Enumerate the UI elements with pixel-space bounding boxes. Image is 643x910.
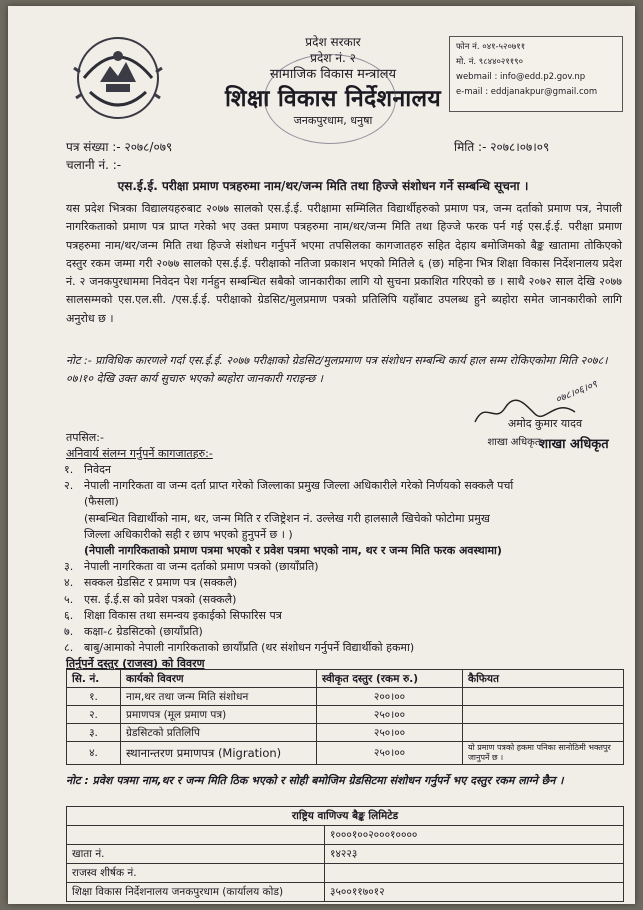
table-row: खाता नं. १४२२३: [67, 845, 624, 864]
signatory-title: शाखा अधिकृत: [487, 437, 541, 448]
letterhead-location: जनकपुरधाम, धनुषा: [293, 114, 373, 127]
fee-table: [66, 669, 624, 765]
table-header-row: सि. नं. कार्यको विवरण स्वीकृत दस्तुर (रकम रु.) कैफियत: [67, 670, 624, 688]
dispatch-number: चलानी नं. :-: [66, 158, 122, 172]
list-item: ३. नेपाली नागरिकता वा जन्म दर्ताको प्रमाण पत्रको (छायाँप्रति): [64, 560, 319, 574]
table-row: शिक्षा विकास निर्देशनालय जनकपुरधाम (कार्यालय कोड) ३५००११७०१२: [67, 883, 624, 902]
handwritten-date: ०७८।०६।०९: [554, 379, 600, 406]
table-row: १०००१००२०००१००००: [67, 826, 624, 845]
letterhead-ministry: सामाजिक विकास मन्त्रालय: [269, 67, 397, 82]
list-item: (सम्बन्धित विद्यार्थीको नाम, थर, जन्म मिति र रजिष्ट्रेशन नं. उल्लेख गरी हालसालै खिचेको फोटोमा प्रमुख: [84, 511, 490, 525]
list-item: १. निवेदन: [64, 463, 112, 476]
table-row: १. नाम,थर तथा जन्म मिति संशोधन २००।००: [67, 688, 624, 706]
signatory-name: अमोद कुमार यादव: [507, 417, 583, 430]
note-fee: नोट : प्रवेश पत्रमा नाम,थर र जन्म मिति ठिक भएको र सोही बमोजिम ग्रेडसिटमा संशोधन गर्नुपर्ने भए दस्तुर रकम लाग्ने छैन ।: [66, 774, 564, 787]
enclosure-list: [64, 462, 624, 656]
enclosure-heading: अनिवार्य संलग्न गर्नुपर्ने कागजातहरु:-: [66, 447, 213, 460]
list-item: ८. बाबु/आमाको नेपाली नागरिकताको छायाँप्रति (थर संशोधन गर्नुपर्ने विद्यार्थीको हकमा): [64, 641, 415, 655]
table-row: ३. ग्रेडसिटको प्रतिलिपि २५०।००: [67, 724, 624, 742]
subject-line: एस.ई.ई. परीक्षा प्रमाण पत्रहरुमा नाम/थर/जन्म मिति तथा हिज्जे संशोधन गर्ने सम्बन्धि सूचना ।: [117, 179, 529, 193]
list-item: ५. एस. ई.ई.स को प्रवेश पत्रको (सक्कलै): [64, 592, 237, 606]
table-row: [67, 807, 624, 826]
signature-block: [465, 394, 615, 464]
bank-name: राष्ट्रिय वाणिज्य बैङ्क लिमिटेड: [67, 807, 624, 826]
list-item: ६. शिक्षा विकास तथा समन्वय इकाईको सिफारिस पत्र: [64, 608, 282, 622]
letterhead-government: प्रदेश सरकार: [305, 35, 361, 49]
details-heading: तपसिल:-: [66, 431, 104, 444]
contact-phone: फोन नं. ०४१-५२०७११: [456, 42, 526, 52]
document-page: [8, 6, 635, 904]
letterhead-directorate: शिक्षा विकास निर्देशनालय: [224, 86, 442, 112]
list-item: (फैसला): [84, 495, 119, 509]
list-item: ४. सक्कल ग्रेडसिट र प्रमाण पत्र (सक्कलै): [64, 576, 238, 590]
notice-body: यस प्रदेश भित्रका विद्यालयहरुबाट २०७७ सालको एस.ई.ई. परीक्षामा सम्मिलित विद्यार्थीहरुको प्रमाण पत्र, जन्म दर्ताको प्रमाण पत्र, नेपाली नागरिकताको प्रमाण पत्र प्राप्त गरेको भए उक्त प्रमाण पत्रहरुमा नाम/थर/जन्म मिति तथा हिज्जे फरक पर्न गई एस.ई.ई. परीक्षा प्रमाण पत्रहरुमा नाम/थर/जन्म मिति तथा हिज्जे संशोधन गर्नुपर्ने भएमा तपसिलका कागजातहरु सहित देहाय बमोजिमको बैङ्क खातामा तोकिएको दस्तुर रकम जम्मा गरी २०७७ सालको एस.ई.ई. परीक्षाको नतिजा प्रकाशन भएको मितिले ६ (छ) महिना भित्र शिक्षा विकास निर्देशनालय प्रदेश नं. २ जनकपुरधाममा निवेदन पेश गर्नहुन सम्बन्धित सबैको जानकारीका लागि यो सुचना प्रकाशित गरिएको छ । साथै २०७२ साल देखि २०७७ सालसम्मको एस.एल.सी. /एस.ई.ई. परीक्षाको ग्रेडसिट/मुलप्रमाण पत्रको प्रतिलिपि यहाँबाट उपलब्ध हुने ब्यहोरा समेत जानकारीको लागि अनुरोध छ ।: [66, 202, 622, 325]
nepal-emblem-icon: [70, 32, 166, 124]
fee-table-title: तिर्नुपर्ने दस्तुर (राजस्व) को विवरण: [66, 657, 205, 670]
table-row: ४. स्थानान्तरण प्रमाणपत्र (Migration) २५०।०० यो प्रमाण पत्रको हकमा पनिका सानोठिमी भक्तपुर जानुपर्ने छ ।: [67, 742, 624, 765]
contact-email: e-mail : eddjanakpur@gmail.com: [456, 87, 598, 97]
letter-number: पत्र संख्या :- २०७८/०७९: [66, 140, 173, 154]
table-row: २. प्रमाणपत्र (मूल प्रमाण पत्र) २५०।००: [67, 706, 624, 724]
contact-box: [449, 36, 623, 112]
list-item: (नेपाली नागरिकताको प्रमाण पत्रमा भएको र प्रवेश पत्रमा भएको नाम, थर र जन्म मिति फरक अवस्थामा): [84, 544, 502, 558]
contact-mobile: मो. नं. ९८४४०२११९०: [456, 57, 524, 67]
letterhead-province: प्रदेश नं. २: [310, 51, 356, 65]
list-item: जिल्ला अधिकारीको सही र छाप भएको हुनुपर्ने छ । ): [84, 527, 293, 541]
list-item: २. नेपाली नागरिकता वा जन्म दर्ता प्राप्त गरेको जिल्लाका प्रमुख जिल्ला अधिकारीले गरेको निर्णयको सक्कलै पर्चा: [64, 479, 514, 493]
list-item: ७. कक्षा-८ ग्रेडसिटको (छायाँप्रति): [64, 625, 203, 639]
signatory-stamp: शाखा अधिकृत: [539, 437, 609, 452]
office-seal-stamp: [264, 54, 396, 144]
table-row: राजस्व शीर्षक नं.: [67, 864, 624, 883]
letter-date: मिति :- २०७८।०७।०९: [454, 140, 550, 154]
contact-webmail: webmail : info@edd.p2.gov.np: [456, 72, 586, 82]
bank-table: [66, 806, 624, 902]
note-technical: नोट :- प्राविधिक कारणले गर्दा एस.ई.ई. २०७७ परीक्षाको ग्रेडसिट/मुलप्रमाण पत्र संशोधन सम्बन्धि कार्य हाल सम्म रोकिएकोमा मिति २०७८।०७।१० देखि उक्त कार्य सुचारु भएको ब्यहोरा जानकारी गराइन्छ ।: [66, 354, 608, 386]
